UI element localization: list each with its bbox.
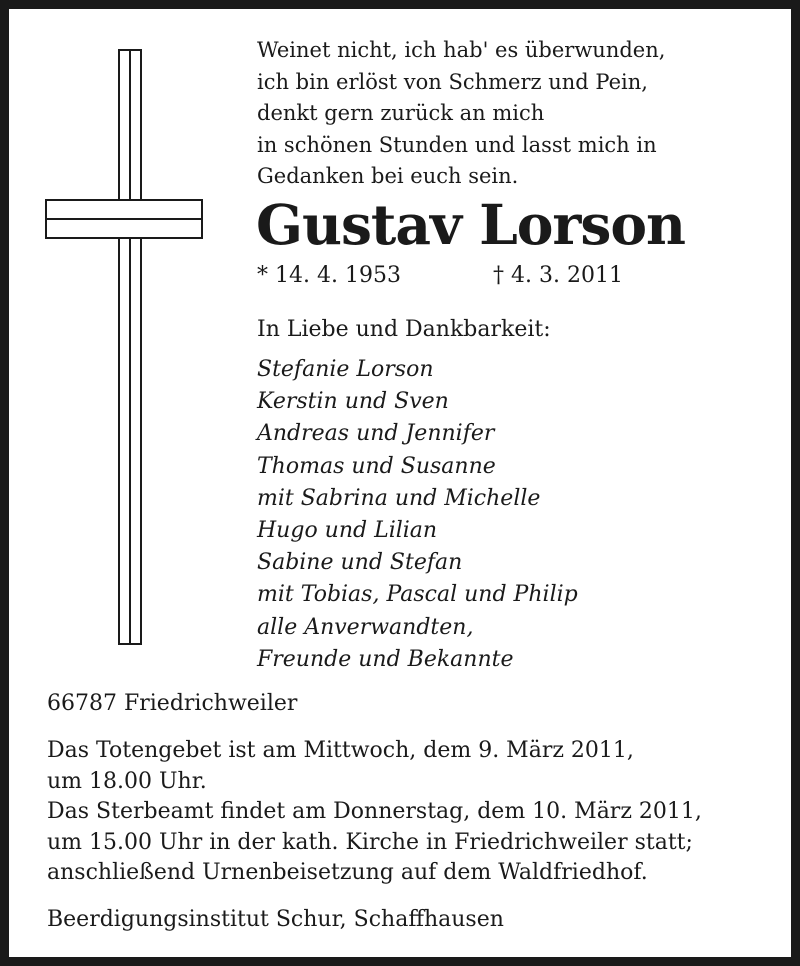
cross-vertical-beam (118, 49, 142, 645)
cross-icon (45, 49, 203, 647)
deceased-name: Gustav Lorson (256, 192, 686, 257)
mourners-intro: In Liebe und Dankbarkeit: (257, 317, 551, 342)
mourner-name: alle Anverwandten, (257, 614, 474, 640)
address: 66787 Friedrichweiler (47, 691, 298, 716)
mourner-name: Stefanie Lorson (257, 357, 434, 382)
undertaker: Beerdigungsinstitut Schur, Schaffhausen (47, 907, 504, 932)
poem-line: Gedanken bei euch sein. (257, 164, 519, 188)
service-line: Das Sterbeamt findet am Donnerstag, dem 10. März 2011, (47, 799, 702, 824)
mourner-name: Hugo und Lilian (257, 518, 438, 544)
life-dates (257, 261, 623, 291)
poem-line: Weinet nicht, ich hab' es überwunden, (257, 38, 666, 62)
poem-line: ich bin erlöst von Schmerz und Pein, (257, 69, 648, 94)
mourner-name: Andreas und Jennifer (257, 421, 495, 447)
mourner-name: Kerstin und Sven (257, 389, 449, 415)
service-line: anschließend Urnenbeisetzung auf dem Waldfriedhof. (47, 860, 648, 885)
cross-horizontal-beam (45, 199, 203, 239)
mourner-name: mit Sabrina und Michelle (257, 485, 541, 511)
mourner-name: Sabine und Stefan (257, 550, 463, 576)
poem-line: denkt gern zurück an mich (257, 101, 545, 125)
death-date: † 4. 3. 2011 (493, 263, 623, 288)
mourner-name: mit Tobias, Pascal und Philip (257, 582, 578, 608)
poem-line: in schönen Stunden und lasst mich in (257, 132, 657, 157)
birth-date: * 14. 4. 1953 (257, 263, 401, 288)
service-line: um 18.00 Uhr. (47, 768, 207, 794)
mourner-name: Freunde und Bekannte (257, 646, 514, 672)
memorial-poem (257, 35, 777, 193)
mourner-name: Thomas und Susanne (257, 453, 496, 479)
service-details (47, 736, 702, 889)
service-line: um 15.00 Uhr in der kath. Kirche in Friedrichweiler statt; (47, 829, 693, 855)
service-line: Das Totengebet ist am Mittwoch, dem 9. März 2011, (47, 738, 634, 763)
mourners-list (257, 354, 578, 676)
